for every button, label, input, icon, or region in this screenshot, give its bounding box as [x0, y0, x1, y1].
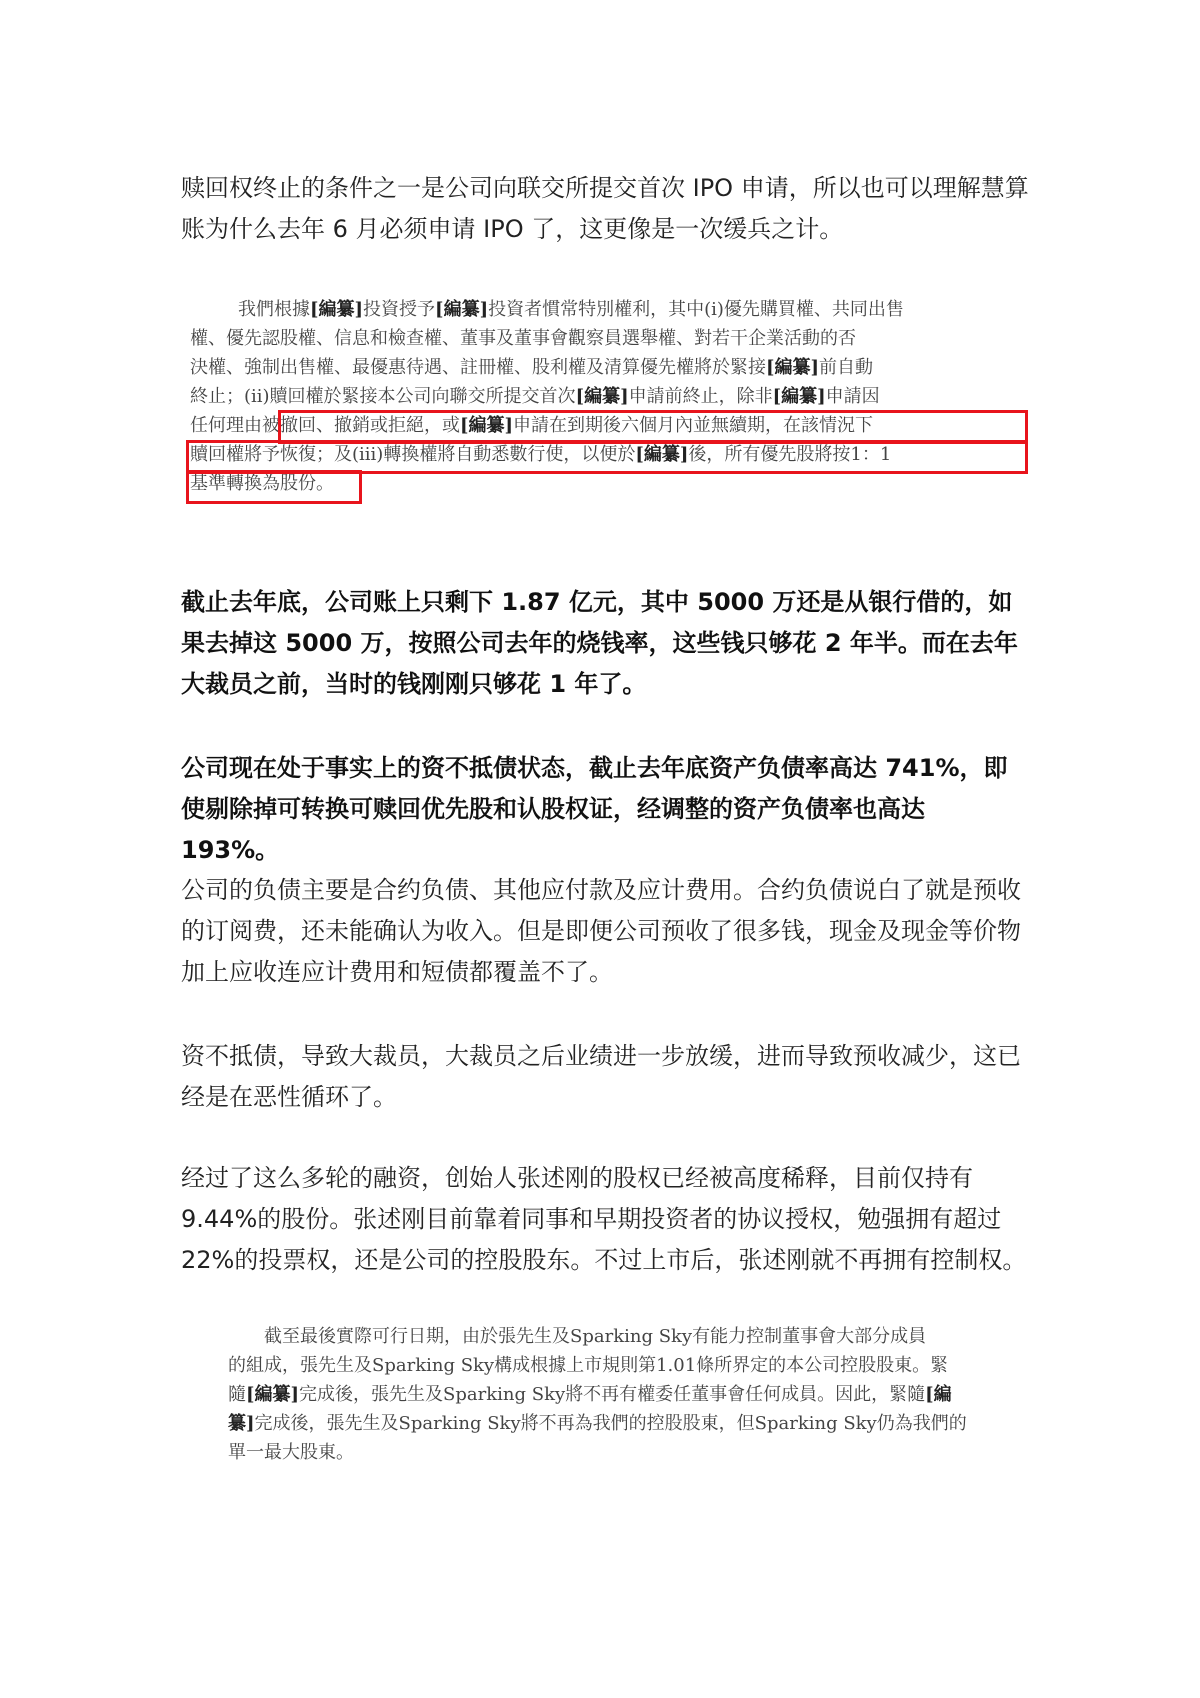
paragraph-founder-control: 经过了这么多轮的融资，创始人张述刚的股权已经被高度稀释，目前仅持有 9.44%的股份。张述刚目前靠着同事和早期投资者的协议授权，勉强拥有超过 22%的投票权，还是公司的控股股东。不过上市后，张述刚就不再拥有控制权。 [181, 1164, 1027, 1274]
excerpt-line: 的組成，張先生及Sparking Sky構成根據上市規則第1.01條所界定的本公司控股股東。緊 [228, 1355, 949, 1376]
excerpt-line: 權、優先認股權、信息和檢查權、董事及董事會觀察員選舉權、對若干企業活動的否 [190, 328, 856, 349]
paragraph-vicious-cycle: 资不抵债，导致大裁员，大裁员之后业绩进一步放缓，进而导致预收减少，这已经是在恶性循环了。 [181, 1042, 1021, 1111]
paragraph-redemption-right: 赎回权终止的条件之一是公司向联交所提交首次 IPO 申请，所以也可以理解慧算账为什么去年 6 月必须申请 IPO 了，这更像是一次缓兵之计。 [181, 174, 1029, 243]
paragraph-insolvency: 公司现在处于事实上的资不抵债状态，截止去年底资产负债率高达 741%，即使剔除掉可转换可赎回优先股和认股权证，经调整的资产负债率也高达 193%。 [181, 754, 1008, 864]
prospectus-excerpt-controlling-shareholder [228, 1322, 1028, 1467]
excerpt-line: 終止；(ii)贖回權於緊接本公司向聯交所提交首次[編纂]申請前終止，除非[編纂]申請因 [190, 386, 880, 407]
excerpt-line: 基準轉換為股份。 [190, 473, 334, 494]
excerpt-line: 單一最大股東。 [228, 1442, 354, 1463]
excerpt-line: 纂]完成後，張先生及Sparking Sky將不再為我們的控股股東，但Sparking Sky仍為我們的 [228, 1413, 967, 1434]
excerpt-line: 贖回權將予恢復；及(iii)轉換權將自動悉數行使，以便於[編纂]後，所有優先股將按1：1 [190, 444, 892, 465]
excerpt-line: 隨[編纂]完成後，張先生及Sparking Sky將不再有權委任董事會任何成員。因此，緊隨[編 [228, 1384, 952, 1405]
excerpt-line: 決權、強制出售權、最優惠待遇、註冊權、股利權及清算優先權將於緊接[編纂]前自動 [190, 357, 874, 378]
excerpt-line: 截至最後實際可行日期，由於張先生及Sparking Sky有能力控制董事會大部分成員 [264, 1326, 927, 1347]
paragraph-cash-position: 截止去年底，公司账上只剩下 1.87 亿元，其中 5000 万还是从银行借的，如果去掉这 5000 万，按照公司去年的烧钱率，这些钱只够花 2 年半。而在去年大裁员之前，当时的钱刚刚只够花 1 年了。 [181, 588, 1018, 698]
highlight-box-redemption-line2 [186, 440, 1028, 474]
excerpt-line: 任何理由被撤回、撤銷或拒絕，或[編纂]申請在到期後六個月內並無續期，在該情況下 [190, 415, 874, 436]
highlight-box-redemption-line1 [278, 410, 1028, 444]
paragraph-liabilities: 公司的负债主要是合约负债、其他应付款及应计费用。合约负债说白了就是预收的订阅费，还未能确认为收入。但是即便公司预收了很多钱，现金及现金等价物加上应收连应计费用和短债都覆盖不了。 [181, 876, 1021, 986]
highlight-box-redemption-line3 [186, 470, 362, 504]
excerpt-line: 我們根據[編纂]投資授予[編纂]投資者慣常特別權利，其中(i)優先購買權、共同出售 [238, 299, 904, 320]
